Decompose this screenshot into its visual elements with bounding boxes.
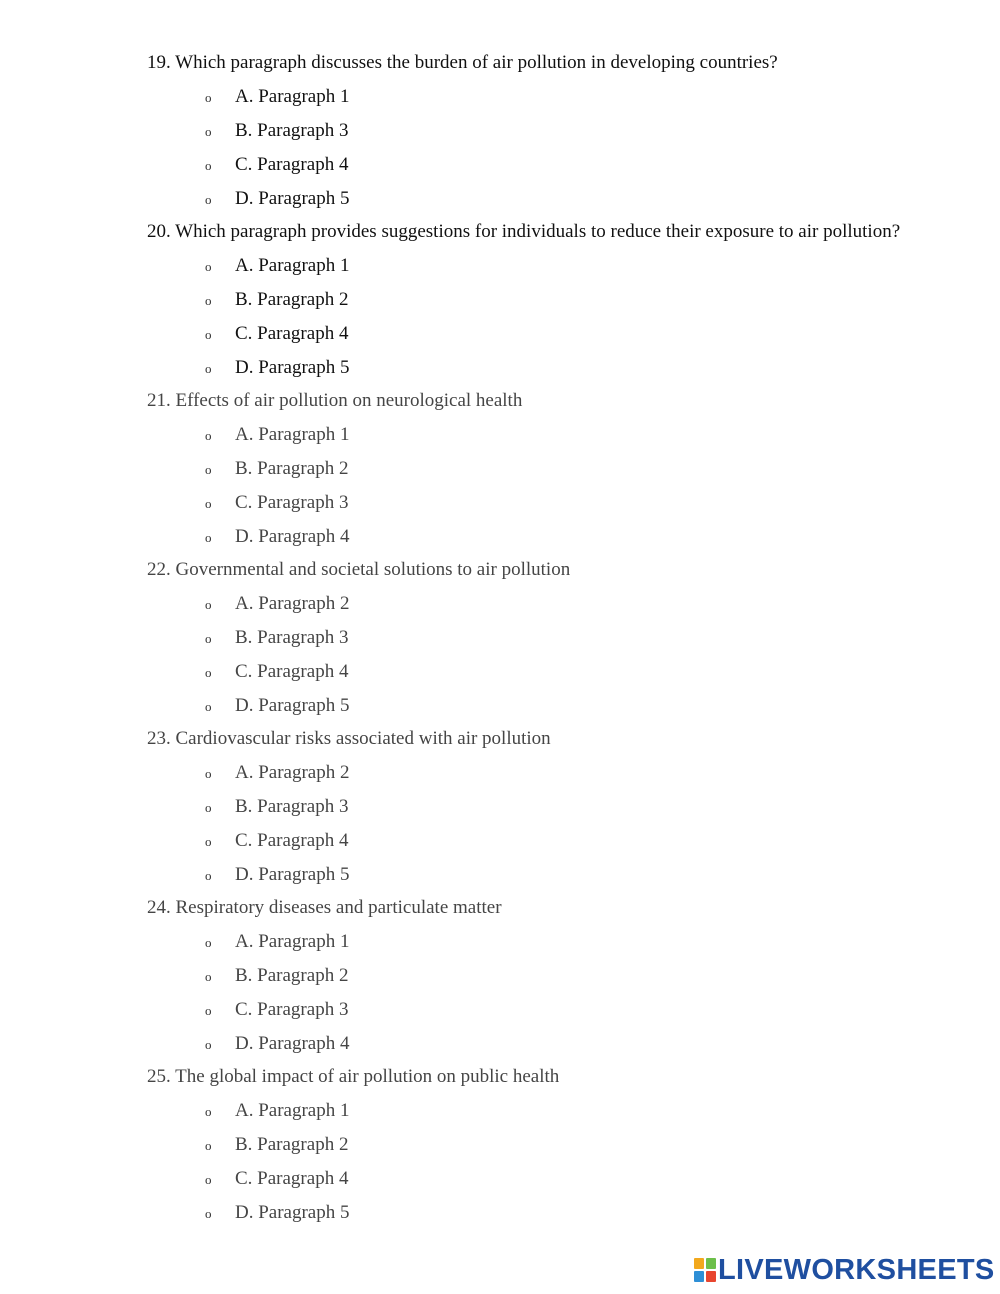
radio-icon: o [205, 597, 212, 612]
option-22-b[interactable]: o B. Paragraph 3 [205, 627, 349, 648]
radio-icon: o [205, 665, 212, 680]
radio-icon: o [205, 935, 212, 950]
radio-icon: o [205, 158, 212, 173]
radio-icon: o [205, 1003, 212, 1018]
option-20-c[interactable]: o C. Paragraph 4 [205, 323, 349, 344]
option-21-d[interactable]: o D. Paragraph 4 [205, 526, 350, 547]
radio-icon: o [205, 699, 212, 714]
question-23: 23. Cardiovascular risks associated with air pollution [147, 728, 551, 749]
option-25-d[interactable]: o D. Paragraph 5 [205, 1202, 350, 1223]
option-19-d[interactable]: o D. Paragraph 5 [205, 188, 350, 209]
radio-icon: o [205, 1172, 212, 1187]
radio-icon: o [205, 124, 212, 139]
option-22-c[interactable]: o C. Paragraph 4 [205, 661, 349, 682]
radio-icon: o [205, 631, 212, 646]
mark-square-2 [706, 1258, 716, 1269]
radio-icon: o [205, 90, 212, 105]
radio-icon: o [205, 428, 212, 443]
question-19: 19. Which paragraph discusses the burden of air pollution in developing countries? [147, 52, 778, 73]
radio-icon: o [205, 1104, 212, 1119]
mark-square-1 [694, 1258, 704, 1269]
radio-icon: o [205, 192, 212, 207]
option-20-b[interactable]: o B. Paragraph 2 [205, 289, 349, 310]
radio-icon: o [205, 1206, 212, 1221]
option-25-b[interactable]: o B. Paragraph 2 [205, 1134, 349, 1155]
mark-square-4 [706, 1271, 716, 1282]
option-19-a[interactable]: o A. Paragraph 1 [205, 86, 350, 107]
question-24: 24. Respiratory diseases and particulate matter [147, 897, 502, 918]
radio-icon: o [205, 1138, 212, 1153]
liveworksheets-mark-icon [694, 1258, 716, 1282]
option-25-c[interactable]: o C. Paragraph 4 [205, 1168, 349, 1189]
radio-icon: o [205, 293, 212, 308]
option-19-b[interactable]: o B. Paragraph 3 [205, 120, 349, 141]
option-20-d[interactable]: o D. Paragraph 5 [205, 357, 350, 378]
mark-square-3 [694, 1271, 704, 1282]
option-21-c[interactable]: o C. Paragraph 3 [205, 492, 349, 513]
brand-name: LIVEWORKSHEETS [718, 1254, 995, 1286]
option-25-a[interactable]: o A. Paragraph 1 [205, 1100, 350, 1121]
radio-icon: o [205, 868, 212, 883]
option-22-a[interactable]: o A. Paragraph 2 [205, 593, 350, 614]
liveworksheets-logo[interactable] [694, 1256, 995, 1284]
option-23-a[interactable]: o A. Paragraph 2 [205, 762, 350, 783]
question-22: 22. Governmental and societal solutions to air pollution [147, 559, 571, 580]
option-23-d[interactable]: o D. Paragraph 5 [205, 864, 350, 885]
option-23-b[interactable]: o B. Paragraph 3 [205, 796, 349, 817]
radio-icon: o [205, 800, 212, 815]
radio-icon: o [205, 496, 212, 511]
option-23-c[interactable]: o C. Paragraph 4 [205, 830, 349, 851]
radio-icon: o [205, 259, 212, 274]
question-21: 21. Effects of air pollution on neurological health [147, 390, 523, 411]
question-20: 20. Which paragraph provides suggestions for individuals to reduce their exposure to air pollution? [147, 221, 901, 242]
radio-icon: o [205, 361, 212, 376]
option-24-a[interactable]: o A. Paragraph 1 [205, 931, 350, 952]
option-24-d[interactable]: o D. Paragraph 4 [205, 1033, 350, 1054]
question-25: 25. The global impact of air pollution on public health [147, 1066, 560, 1087]
radio-icon: o [205, 766, 212, 781]
radio-icon: o [205, 530, 212, 545]
radio-icon: o [205, 834, 212, 849]
option-19-c[interactable]: o C. Paragraph 4 [205, 154, 349, 175]
option-20-a[interactable]: o A. Paragraph 1 [205, 255, 350, 276]
option-24-c[interactable]: o C. Paragraph 3 [205, 999, 349, 1020]
radio-icon: o [205, 327, 212, 342]
radio-icon: o [205, 462, 212, 477]
radio-icon: o [205, 969, 212, 984]
radio-icon: o [205, 1037, 212, 1052]
option-22-d[interactable]: o D. Paragraph 5 [205, 695, 350, 716]
option-21-b[interactable]: o B. Paragraph 2 [205, 458, 349, 479]
option-21-a[interactable]: o A. Paragraph 1 [205, 424, 350, 445]
option-24-b[interactable]: o B. Paragraph 2 [205, 965, 349, 986]
